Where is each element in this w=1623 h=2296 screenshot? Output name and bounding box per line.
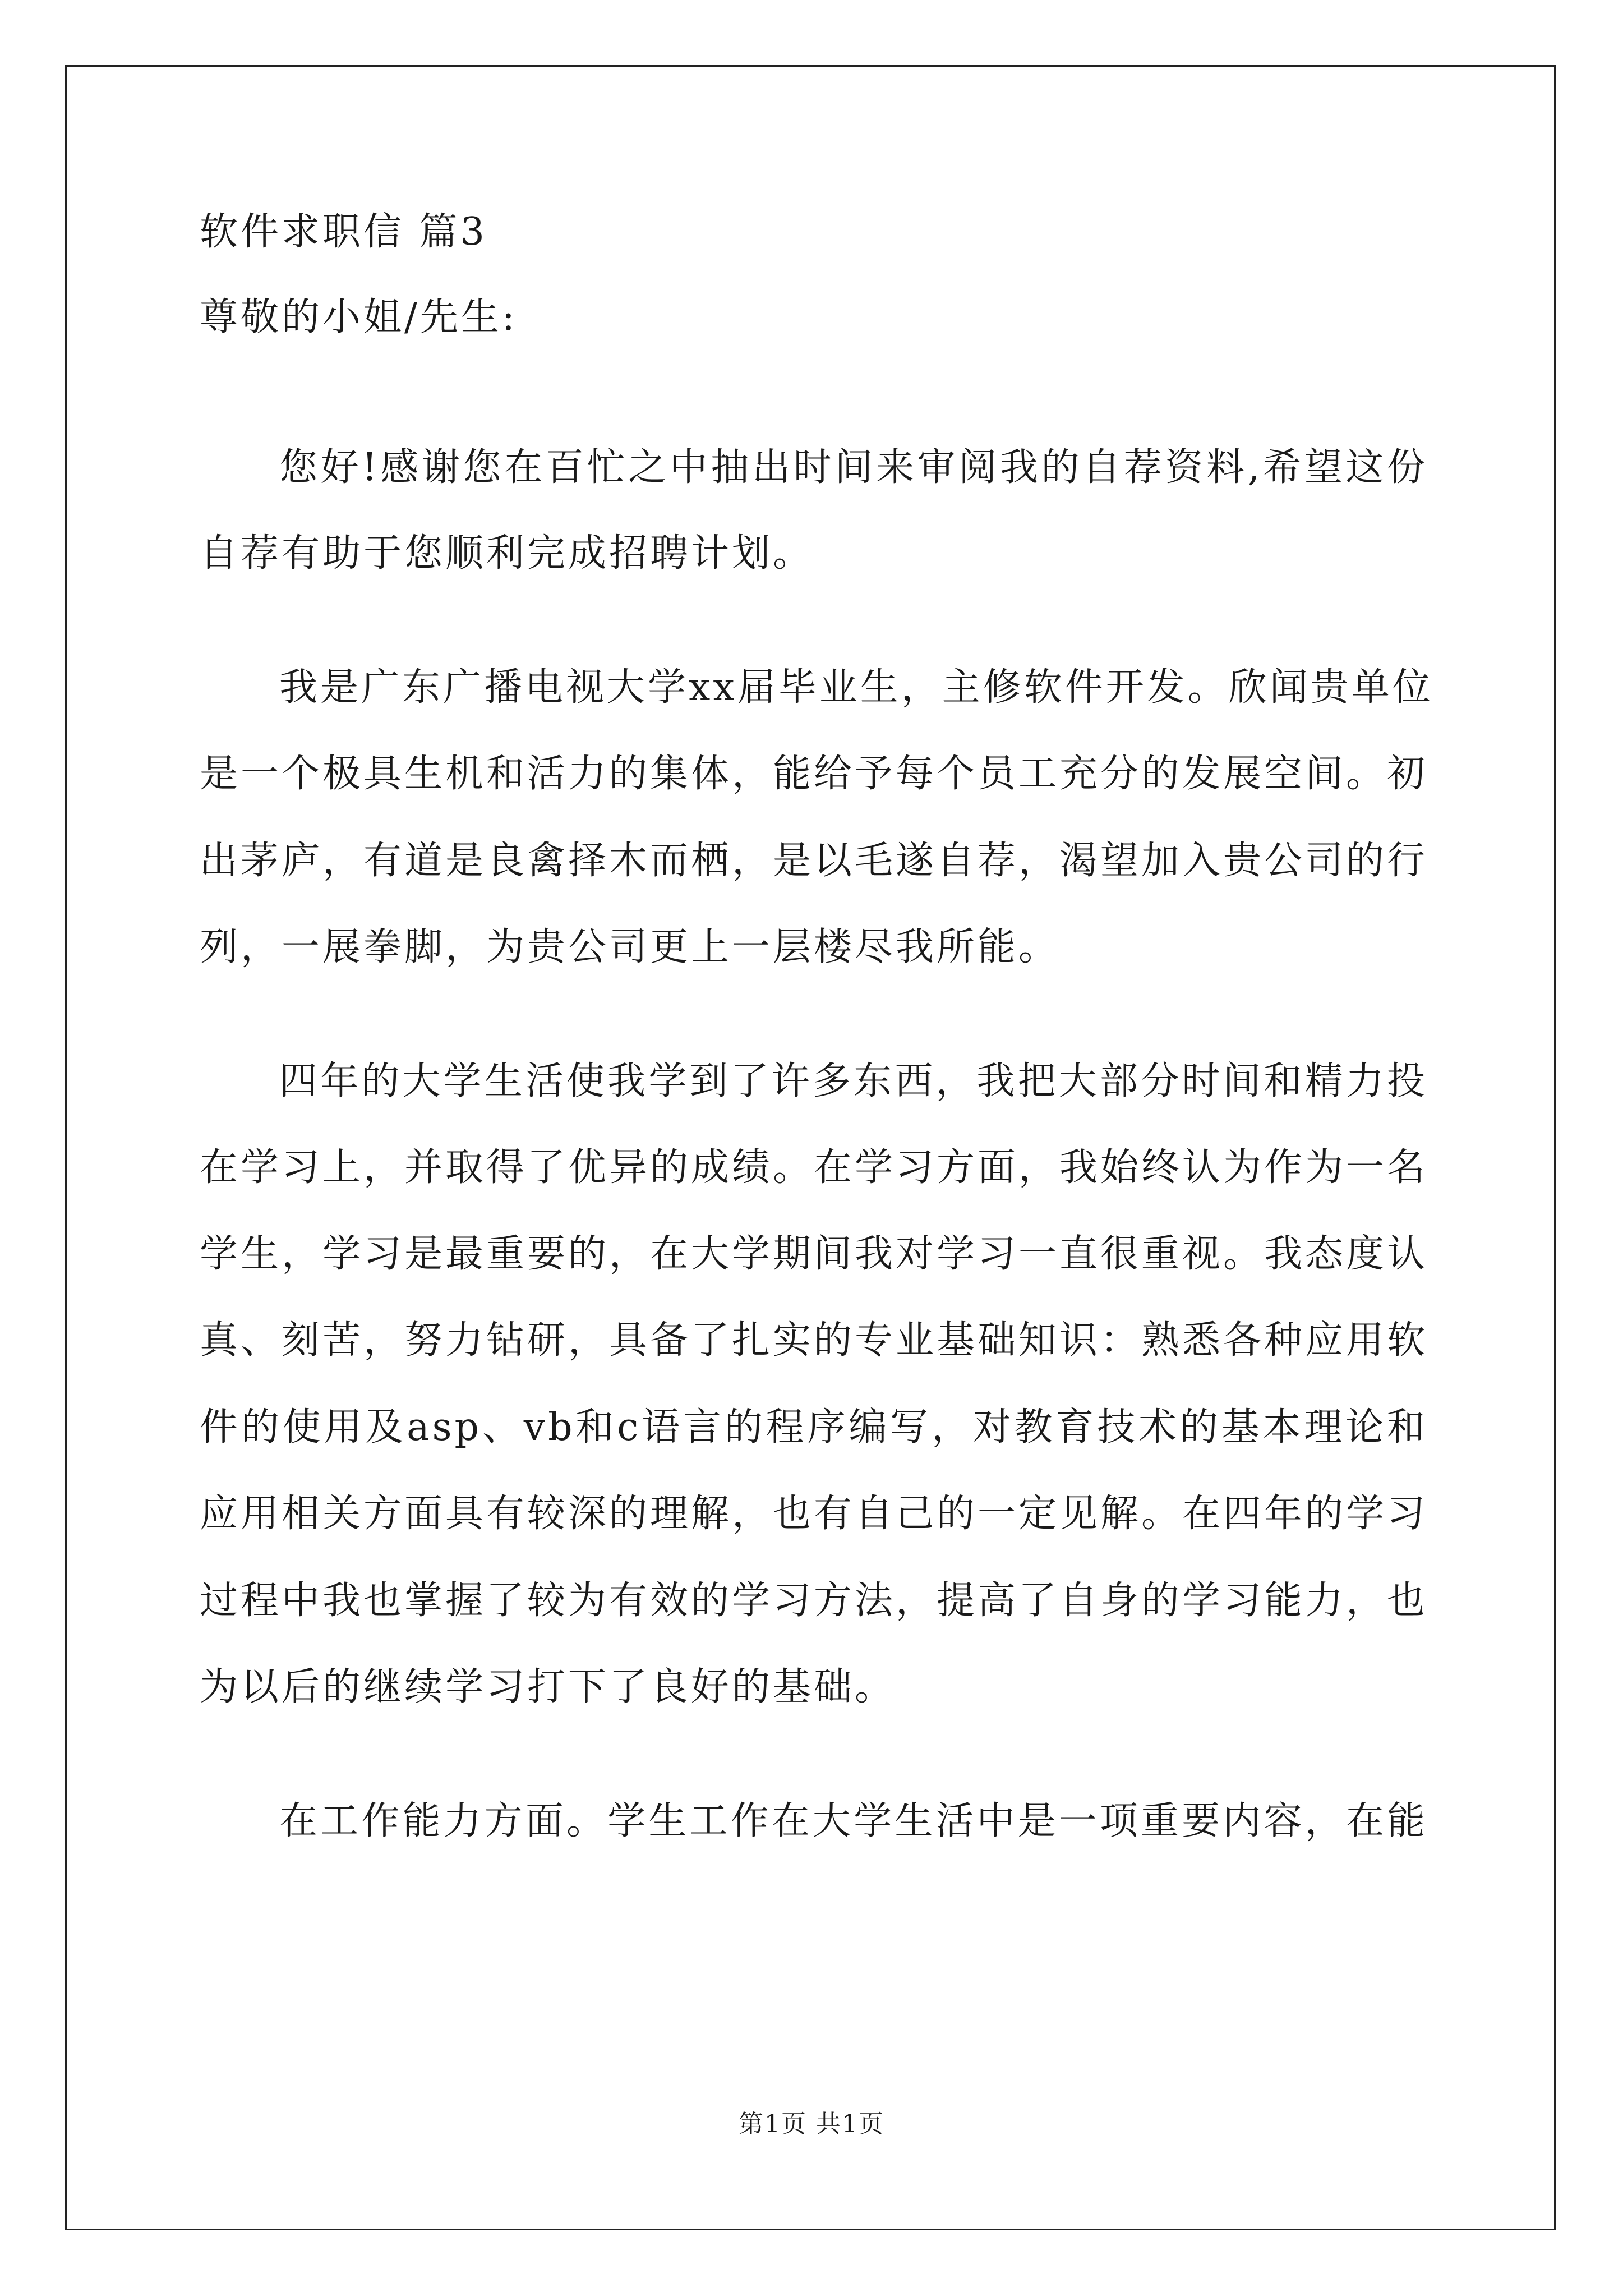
salutation: 尊敬的小姐/先生: (200, 295, 518, 339)
text-line: 是一个极具生机和活力的集体，能给予每个员工充分的发展空间。初 (200, 752, 1428, 796)
page-footer: 第1页 共1页 (739, 2110, 884, 2138)
text-line: 过程中我也掌握了较为有效的学习方法，提高了自身的学习能力，也 (200, 1579, 1428, 1623)
text-line: 自荐有助于您顺利完成招聘计划。 (200, 531, 814, 576)
text-line: 在学习上，并取得了优异的成绩。在学习方面，我始终认为作为一名 (200, 1145, 1428, 1190)
text-line: 为以后的继续学习打下了良好的基础。 (200, 1665, 896, 1709)
text-line: 件的使用及asp、vb和c语言的程序编写，对教育技术的基本理论和 (200, 1405, 1428, 1450)
text-line: 我是广东广播电视大学xx届毕业生，主修软件开发。欣闻贵单位 (279, 665, 1433, 710)
text-line: 真、刻苦，努力钻研，具备了扎实的专业基础知识：熟悉各种应用软 (200, 1318, 1428, 1363)
text-line: 四年的大学生活使我学到了许多东西，我把大部分时间和精力投 (279, 1059, 1428, 1103)
text-line: 列，一展拳脚，为贵公司更上一层楼尽我所能。 (200, 925, 1060, 969)
document-heading: 软件求职信 篇3 (200, 210, 487, 254)
text-line: 学生，学习是最重要的，在大学期间我对学习一直很重视。我态度认 (200, 1232, 1428, 1276)
text-line: 应用相关方面具有较深的理解，也有自己的一定见解。在四年的学习 (200, 1492, 1428, 1536)
text-line: 出茅庐，有道是良禽择木而栖，是以毛遂自荐，渴望加入贵公司的行 (200, 839, 1428, 883)
text-line: 您好!感谢您在百忙之中抽出时间来审阅我的自荐资料,希望这份 (279, 445, 1428, 490)
text-line: 在工作能力方面。学生工作在大学生活中是一项重要内容，在能 (279, 1799, 1428, 1843)
